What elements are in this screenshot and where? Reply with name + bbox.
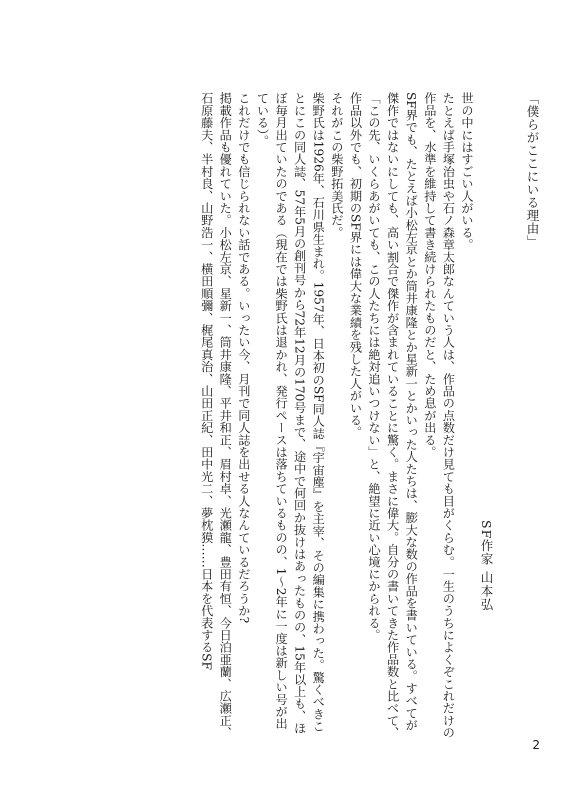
paragraph: 作品以外でも、初期のSF界には偉大な業績を残した人がいる。 [348, 92, 363, 439]
paragraph: これだけでも信じられない話である。いったい今、月刊で同人誌を出せる人なんているだろうか? [236, 92, 251, 624]
paragraph: それがこの柴野拓美氏だ。 [329, 92, 344, 239]
author-byline: SF作家 山本弘 [479, 520, 494, 612]
document-title: 「僕らがここにいる理由」 [525, 92, 540, 248]
body-text [36, 92, 476, 740]
paragraph: 世の中にはすごい人がいる。 [460, 92, 474, 251]
paragraph: たとえば手塚治虫や石ノ森章太郎なんていう人は、作品の点数だけ見ても目がくらむ。一生のうちによくぞこれだけの作品を、水準を維持して書き続けられたものだと、ため息が出る。 [422, 92, 456, 739]
paragraph: 柴野氏は1926年、石川県生まれ。1957年、日本初のSF同人誌『宇宙塵』を主宰、その編集に携わった。驚くべきことにこの同人誌、57年5月の創刊号から72年12月の170号まで、途中で何回か抜けはあったものの、15年以上も、ほぼ毎月出ていたのである（現在では柴野氏は退かれ、発行ペースは落ちているものの、1〜2年に一度は新しい号が出ている）。 [255, 92, 326, 735]
page-number: 2 [532, 738, 540, 752]
paragraph: SF界でも、たとえば小松左京とか筒井康隆とか星新一とかいった人たちは、膨大な数の作品を書いている。すべてが傑作ではないにしても、高い割合で傑作が含まれていることに驚く。まさに偉大。自分の書いてきた作品数と比べて、「この先、いくらあがいても、この人たちには絶対追いつけない」と、絶望に近い心境にかられる。 [367, 92, 419, 739]
paragraph: 掲載作品も優れていた。小松左京、星新一、筒井康隆、平井和正、眉村卓、光瀬龍、豊田有恒、今日泊亜蘭、広瀬正、石原藤夫、半村良、山野浩一、横田順彌、梶尾真治、山田正紀、田中光二、夢枕獏……日本を代表するSF [199, 92, 233, 739]
